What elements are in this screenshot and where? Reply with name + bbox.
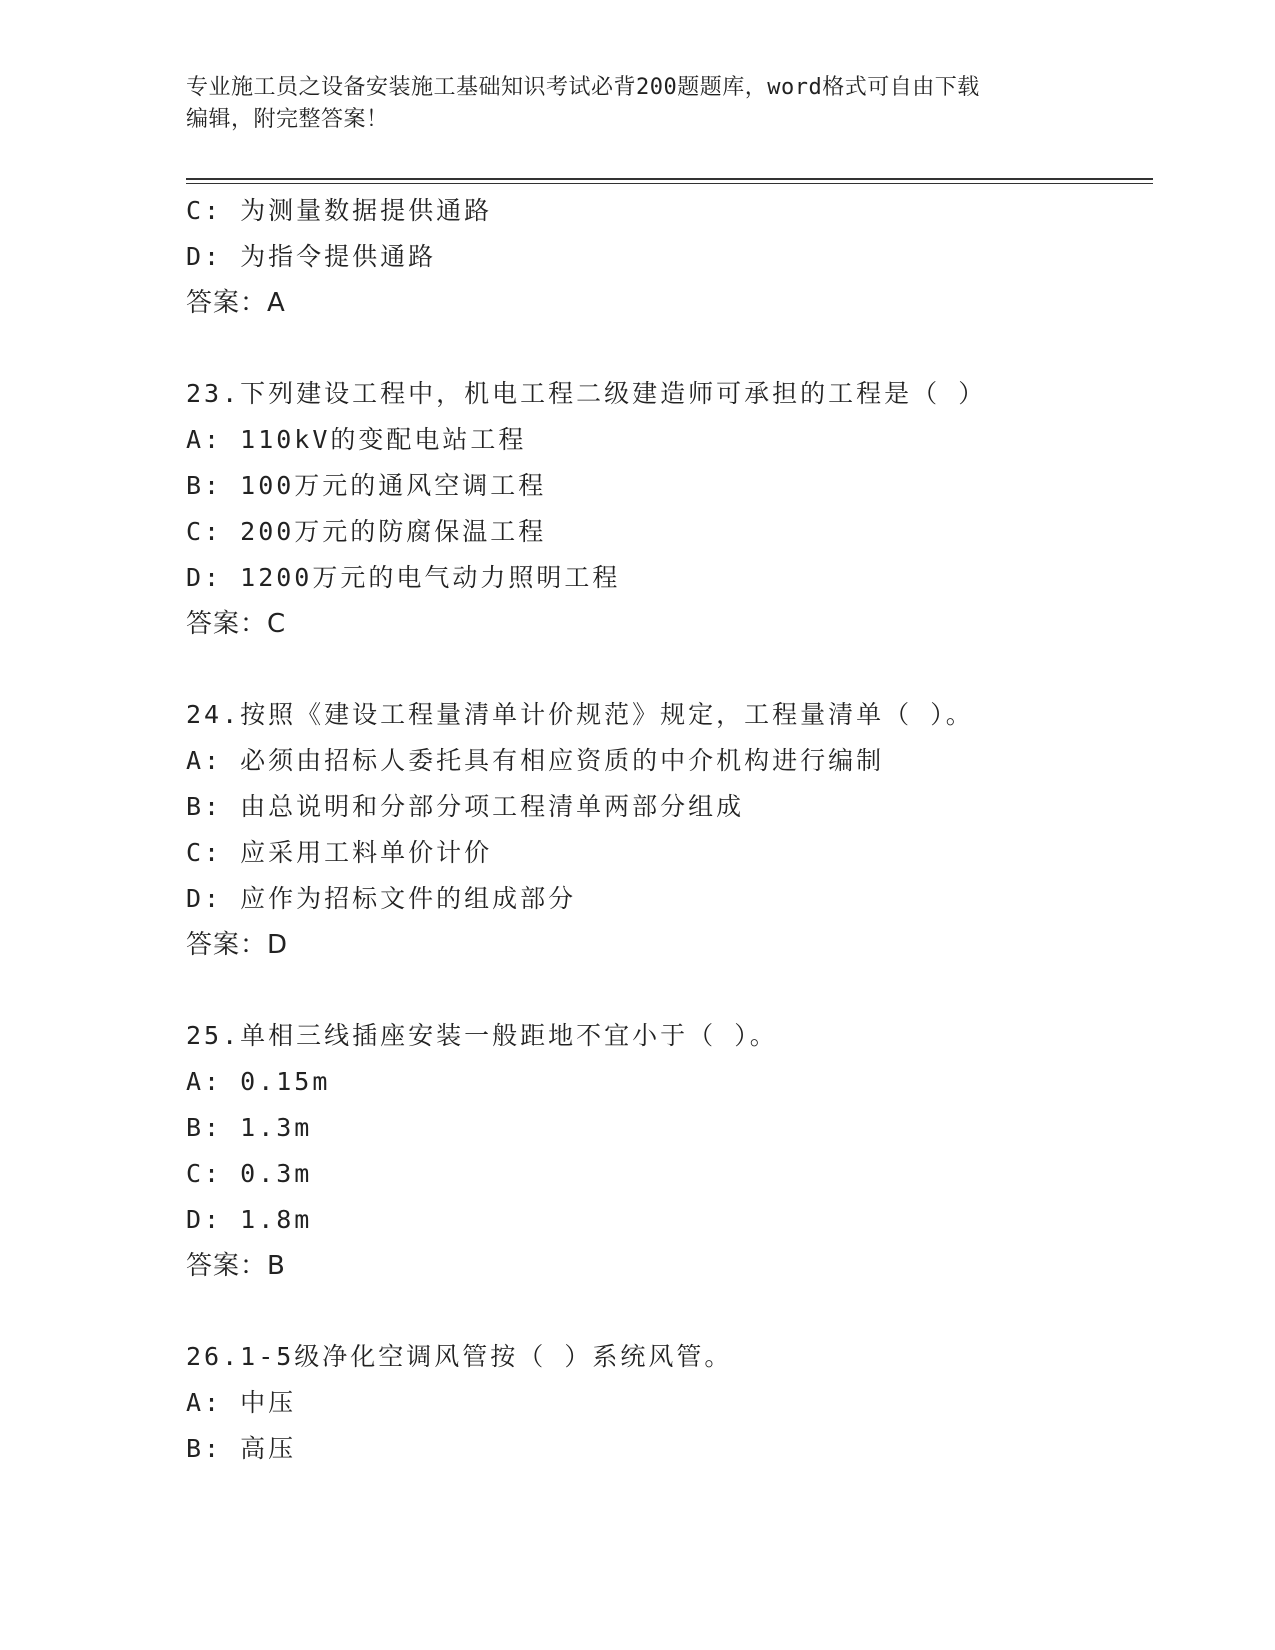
question-list: [186, 188, 1146, 1472]
option-d: D: 应作为招标文件的组成部分: [186, 884, 577, 913]
option-b: B: 100万元的通风空调工程: [186, 471, 547, 500]
document-header: [186, 72, 1086, 136]
header-divider-thick: [186, 178, 1153, 180]
header-title-line-1: 专业施工员之设备安装施工基础知识考试必背200题题库，word格式可自由下载: [186, 75, 980, 100]
option-a: A: 0.15m: [186, 1067, 331, 1096]
question-block-26: [186, 1334, 1146, 1472]
spacer: [186, 1289, 1146, 1334]
question-block-24: [186, 692, 1146, 968]
option-b: B: 1.3m: [186, 1113, 313, 1142]
answer-line: 答案：D: [186, 930, 289, 960]
question-block-25: [186, 1013, 1146, 1289]
spacer: [186, 968, 1146, 1013]
option-c: C: 200万元的防腐保温工程: [186, 517, 547, 546]
question-stem: 24.按照《建设工程量清单计价规范》规定，工程量清单（ ）。: [186, 700, 974, 729]
question-block-22-tail: [186, 188, 1146, 326]
option-c: C: 应采用工料单价计价: [186, 838, 493, 867]
option-a: A: 必须由招标人委托具有相应资质的中介机构进行编制: [186, 746, 885, 775]
option-a: A: 110kV的变配电站工程: [186, 425, 527, 454]
header-title-line-2: 编辑，附完整答案！: [186, 107, 389, 132]
option-b: B: 高压: [186, 1434, 297, 1463]
option-c: C: 0.3m: [186, 1159, 313, 1188]
header-divider-thin: [186, 183, 1153, 184]
spacer: [186, 326, 1146, 371]
option-a: A: 中压: [186, 1388, 297, 1417]
question-stem: 25.单相三线插座安装一般距地不宜小于（ ）。: [186, 1021, 778, 1050]
spacer: [186, 647, 1146, 692]
question-stem: 23.下列建设工程中，机电工程二级建造师可承担的工程是（ ）: [186, 379, 987, 408]
option-d: D: 为指令提供通路: [186, 242, 437, 271]
option-b: B: 由总说明和分部分项工程清单两部分组成: [186, 792, 745, 821]
question-block-23: [186, 371, 1146, 647]
answer-line: 答案：C: [186, 609, 287, 639]
option-d: D: 1.8m: [186, 1205, 313, 1234]
question-stem: 26.1-5级净化空调风管按（ ）系统风管。: [186, 1342, 733, 1371]
option-c: C: 为测量数据提供通路: [186, 196, 493, 225]
answer-line: 答案：A: [186, 288, 286, 318]
option-d: D: 1200万元的电气动力照明工程: [186, 563, 621, 592]
answer-line: 答案：B: [186, 1251, 286, 1281]
